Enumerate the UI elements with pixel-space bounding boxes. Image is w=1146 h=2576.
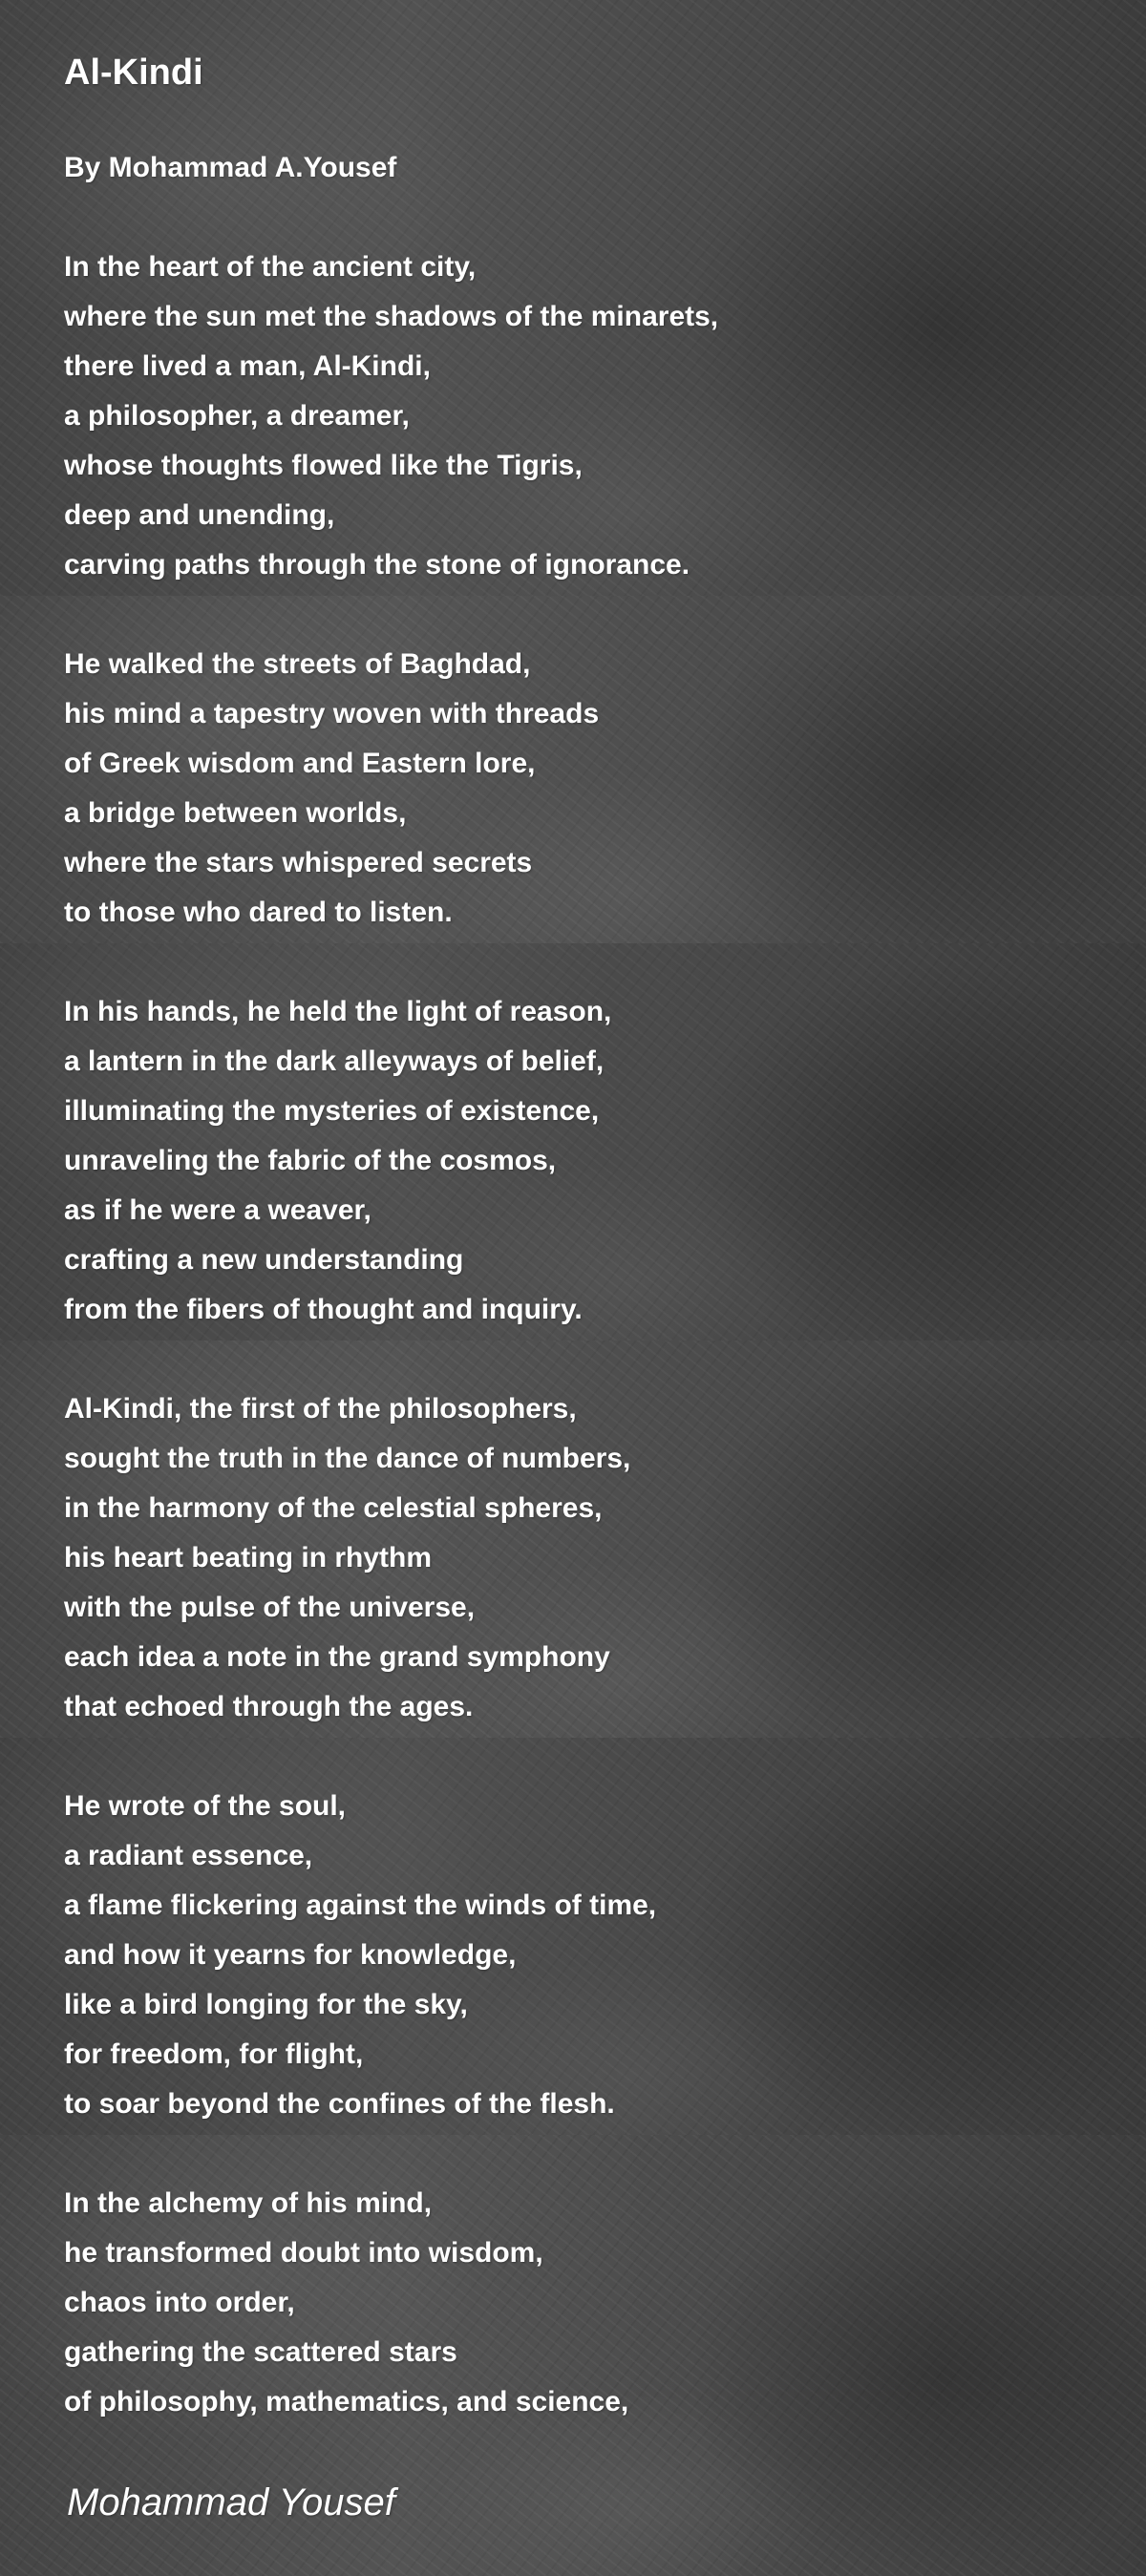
- poem-line: to those who dared to listen.: [64, 897, 453, 928]
- poem-line: a lantern in the dark alleyways of belief,: [64, 1045, 605, 1077]
- poem-line: where the sun met the shadows of the minarets,: [64, 301, 719, 332]
- poem-line: there lived a man, Al-Kindi,: [64, 350, 431, 382]
- poem-line: carving paths through the stone of ignorance.: [64, 549, 690, 581]
- poem-line: crafting a new understanding: [64, 1244, 464, 1276]
- poem-line: a flame flickering against the winds of time,: [64, 1890, 657, 1921]
- poem-line: gathering the scattered stars: [64, 2336, 457, 2368]
- poem-line: his mind a tapestry woven with threads: [64, 698, 600, 729]
- poem-line: of Greek wisdom and Eastern lore,: [64, 748, 536, 779]
- poem-line: from the fibers of thought and inquiry.: [64, 1294, 583, 1325]
- poem-line: of philosophy, mathematics, and science,: [64, 2386, 629, 2418]
- poem-line: He walked the streets of Baghdad,: [64, 648, 531, 680]
- poem-stanza: [64, 987, 1114, 1335]
- poem-stanza: [64, 1384, 1114, 1732]
- author-signature: Mohammad Yousef: [67, 2481, 395, 2523]
- poem-byline: By Mohammad A.Yousef: [64, 152, 397, 183]
- poem-line: and how it yearns for knowledge,: [64, 1939, 517, 1971]
- poem-line: Al-Kindi, the first of the philosophers,: [64, 1393, 577, 1425]
- poem-line: He wrote of the soul,: [64, 1790, 347, 1822]
- poem-line: in the harmony of the celestial spheres,: [64, 1492, 603, 1524]
- poem-line: he transformed doubt into wisdom,: [64, 2237, 543, 2269]
- poem-line: a bridge between worlds,: [64, 797, 407, 829]
- poem-line: that echoed through the ages.: [64, 1691, 474, 1722]
- poem-stanza: [64, 2179, 1114, 2427]
- poem-line: a radiant essence,: [64, 1840, 313, 1871]
- poem-line: like a bird longing for the sky,: [64, 1989, 468, 2020]
- poem-line: In the alchemy of his mind,: [64, 2187, 433, 2219]
- poem-line: his heart beating in rhythm: [64, 1542, 433, 1573]
- poem-line: as if he were a weaver,: [64, 1194, 371, 1226]
- poem-line: for freedom, for flight,: [64, 2038, 364, 2070]
- poem-line: In the heart of the ancient city,: [64, 251, 477, 283]
- poem-line: whose thoughts flowed like the Tigris,: [64, 450, 583, 481]
- poem-title: Al-Kindi: [64, 53, 203, 93]
- poem-line: deep and unending,: [64, 499, 335, 531]
- poem-line: In his hands, he held the light of reason,: [64, 996, 612, 1027]
- poem-line: to soar beyond the confines of the flesh.: [64, 2088, 615, 2120]
- poem-line: unraveling the fabric of the cosmos,: [64, 1145, 557, 1176]
- poem-line: sought the truth in the dance of numbers,: [64, 1443, 631, 1474]
- poem-stanza: [64, 1782, 1114, 2129]
- poem-header: [64, 50, 1114, 183]
- poem-line: with the pulse of the universe,: [64, 1592, 476, 1623]
- poem-line: where the stars whispered secrets: [64, 847, 533, 878]
- poem-stanza: [64, 243, 1114, 590]
- poem-line: each idea a note in the grand symphony: [64, 1641, 610, 1673]
- poem-line: chaos into order,: [64, 2287, 295, 2318]
- poem-line: illuminating the mysteries of existence,: [64, 1095, 600, 1127]
- poem-body: [64, 243, 1114, 2477]
- poem-stanza: [64, 640, 1114, 938]
- poem-line: a philosopher, a dreamer,: [64, 400, 410, 432]
